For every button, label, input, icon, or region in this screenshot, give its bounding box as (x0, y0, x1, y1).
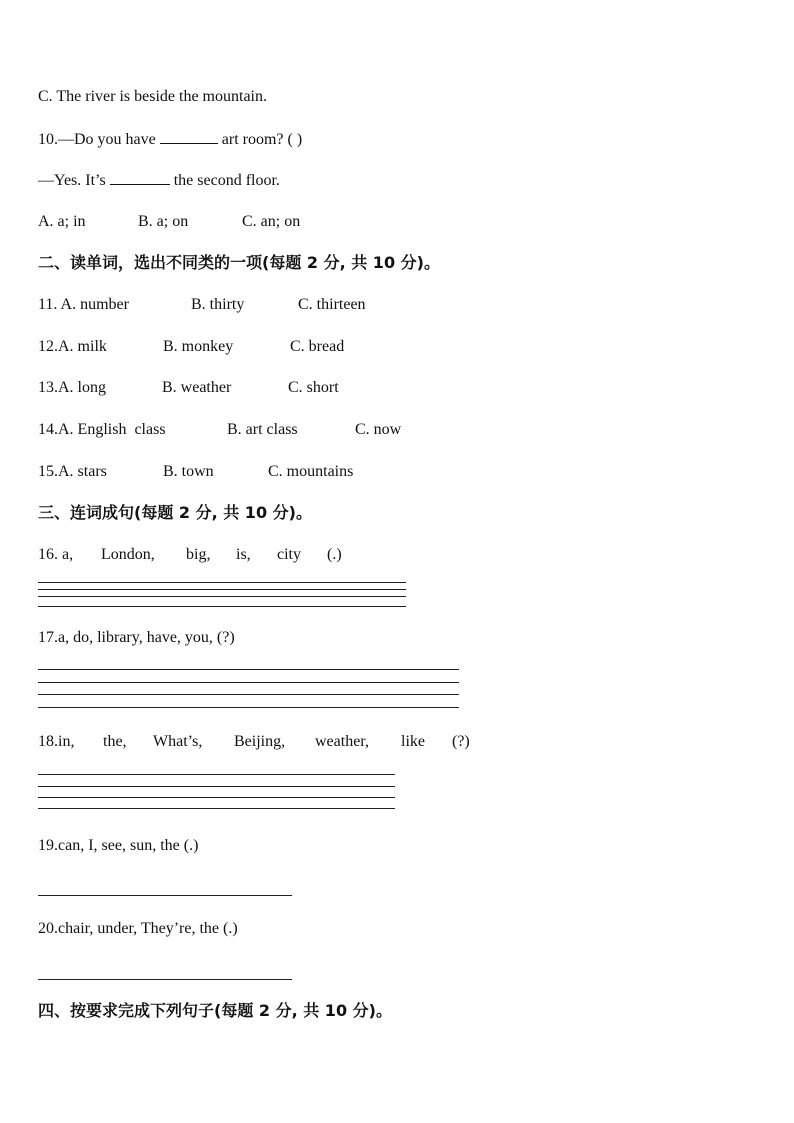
q10-question (38, 129, 302, 150)
q14-option-c: C. now (355, 421, 402, 438)
q15-line (38, 462, 107, 482)
q14-line (38, 420, 166, 440)
q15-option-b: B. town (163, 463, 214, 480)
q18-word-4: Beijing, (234, 733, 286, 750)
q10-prefix: 10.—Do you have (38, 131, 160, 148)
q11-option-a: A. number (60, 296, 129, 313)
q16-word-1: a, (62, 546, 74, 563)
q16-word-4: is, (236, 546, 251, 563)
section4-title: 四、按要求完成下列句子(每题 2 分, 共 10 分)。 (38, 1001, 392, 1020)
q9-option-c: C. The river is beside the mountain. (38, 88, 267, 105)
q10-option-b: B. a; on (138, 213, 189, 230)
q15-number: 15. (38, 463, 58, 480)
q18-word-2: the, (103, 733, 127, 750)
q17-answer-line-3[interactable] (38, 694, 459, 695)
q17-text: 17.a, do, library, have, you, (?) (38, 629, 235, 646)
q18-answer-line-4[interactable] (38, 808, 395, 809)
q13-option-c: C. short (288, 379, 339, 396)
q18-number: 18. (38, 733, 58, 750)
q12-option-a: A. milk (58, 338, 107, 355)
q10-option-a: A. a; in (38, 213, 86, 230)
q16-number: 16. (38, 546, 62, 563)
q17-answer-line-1[interactable] (38, 669, 459, 670)
q16-word-3: big, (186, 546, 211, 563)
q13-option-b: B. weather (162, 379, 232, 396)
q20-answer-line[interactable] (38, 979, 292, 980)
q13-option-a: A. long (58, 379, 106, 396)
q11-option-b: B. thirty (191, 296, 245, 313)
q16-word-5: city (277, 546, 301, 563)
q14-option-a: A. English class (58, 421, 166, 438)
q16-answer-line-3[interactable] (38, 596, 406, 597)
q18-word-5: weather, (315, 733, 369, 750)
q11-option-c: C. thirteen (298, 296, 366, 313)
q12-number: 12. (38, 338, 58, 355)
q16-answer-line-1[interactable] (38, 582, 406, 583)
q13-line (38, 378, 106, 398)
q18-word-7: (?) (452, 733, 470, 750)
q20-text: 20.chair, under, They’re, the (.) (38, 920, 238, 937)
q10-blank-2[interactable] (110, 170, 170, 185)
q10-reply-prefix: —Yes. It’s (38, 172, 110, 189)
q10-option-c: C. an; on (242, 213, 301, 230)
q14-option-b: B. art class (227, 421, 298, 438)
q18-answer-line-2[interactable] (38, 786, 395, 787)
q16-word-2: London, (101, 546, 155, 563)
q10-reply-after: the second floor. (169, 172, 280, 189)
q18-word-6: like (401, 733, 425, 750)
q15-option-a: A. stars (58, 463, 107, 480)
q10-reply (38, 170, 280, 191)
q12-option-c: C. bread (290, 338, 345, 355)
q10-blank-1[interactable] (160, 129, 218, 144)
q16-answer-line-2[interactable] (38, 589, 406, 590)
q18-word-1: in, (58, 733, 75, 750)
q13-number: 13. (38, 379, 58, 396)
section3-title: 三、连词成句(每题 2 分, 共 10 分)。 (38, 503, 312, 522)
q10-after-blank: art room? ( ) (217, 131, 303, 148)
q16-word-6: (.) (327, 546, 342, 563)
q17-answer-line-2[interactable] (38, 682, 459, 683)
q16-answer-line-4[interactable] (38, 606, 406, 607)
section2-title: 二、读单词，选出不同类的一项(每题 2 分, 共 10 分)。 (38, 253, 440, 272)
q18-answer-line-3[interactable] (38, 797, 395, 798)
q11-number: 11. (38, 296, 61, 313)
q18-first (38, 732, 74, 752)
q12-option-b: B. monkey (163, 338, 234, 355)
q11-line (38, 295, 129, 315)
q16-first (38, 545, 73, 565)
q18-answer-line-1[interactable] (38, 774, 395, 775)
q12-line (38, 337, 107, 357)
q19-text: 19.can, I, see, sun, the (.) (38, 837, 199, 854)
q15-option-c: C. mountains (268, 463, 354, 480)
q14-number: 14. (38, 421, 58, 438)
q17-answer-line-4[interactable] (38, 707, 459, 708)
q18-word-3: What’s, (153, 733, 203, 750)
q19-answer-line[interactable] (38, 895, 292, 896)
